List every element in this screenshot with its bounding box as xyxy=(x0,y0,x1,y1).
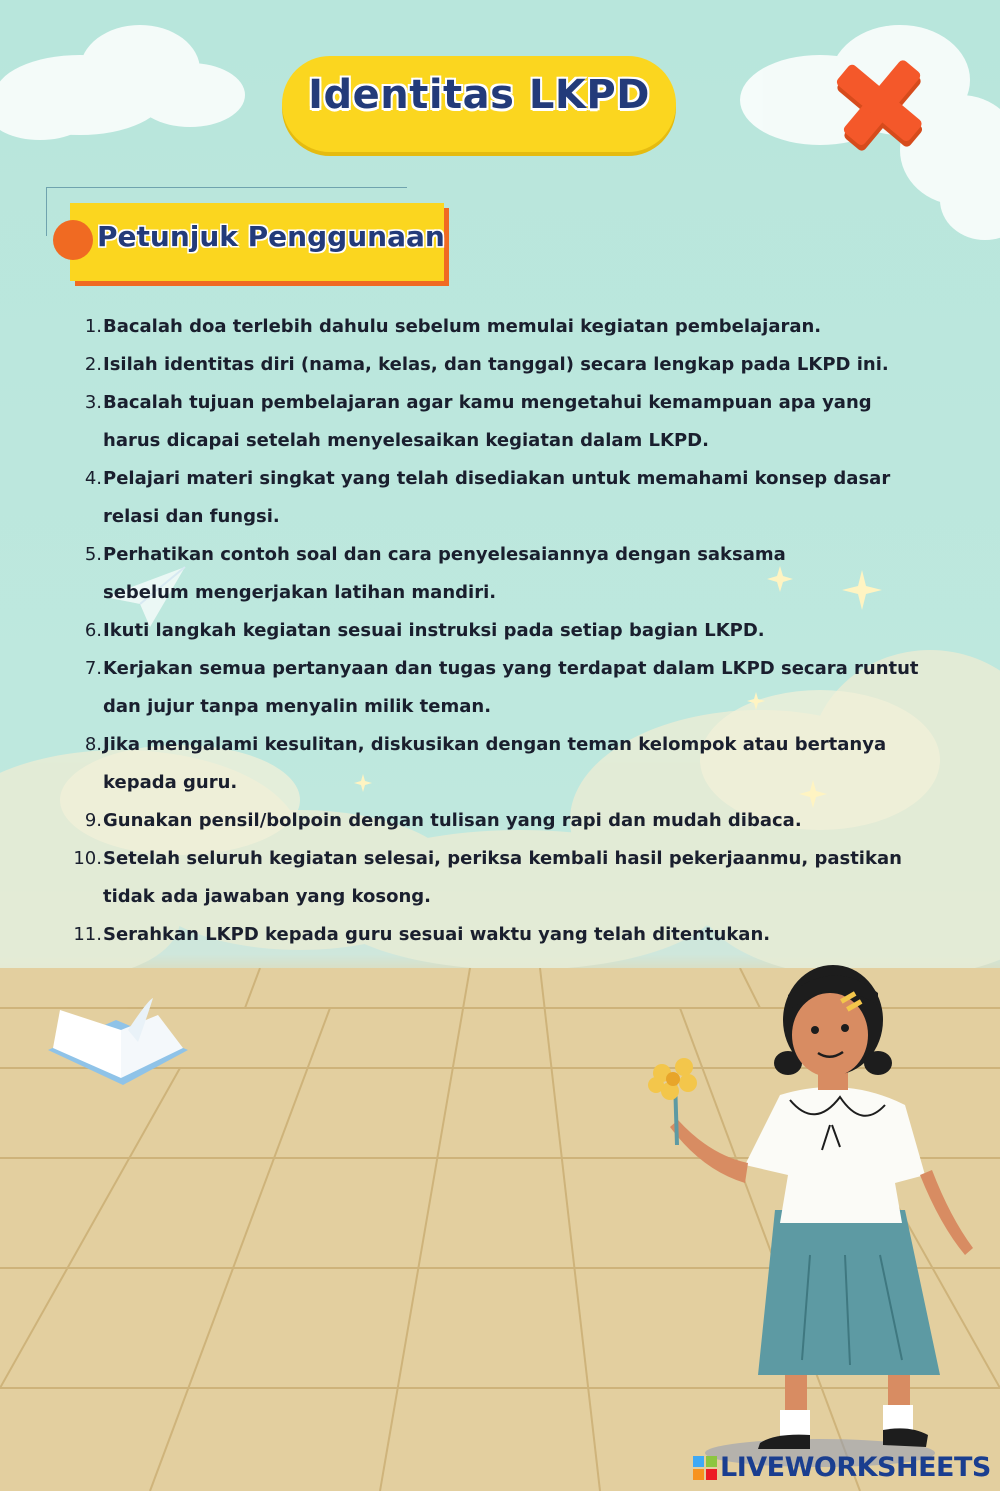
step-number: 2. xyxy=(84,354,102,375)
step-text: Bacalah tujuan pembelajaran agar kamu mengetahui kemampuan apa yang harus dicapai setelah menyelesaikan kegiatan dalam LKPD. xyxy=(103,392,872,451)
girl-with-flower-illustration xyxy=(640,955,980,1475)
open-book-icon xyxy=(38,990,198,1110)
step-number: 3. xyxy=(84,392,102,413)
liveworksheets-logo-icon xyxy=(693,1456,717,1480)
step-number: 1. xyxy=(84,316,102,337)
step-number: 8. xyxy=(84,734,102,755)
step-text: Setelah seluruh kegiatan selesai, periksa kembali hasil pekerjaanmu, pastikan tidak ada jawaban yang kosong. xyxy=(103,848,902,907)
step-number: 6. xyxy=(84,620,102,641)
step-text: Gunakan pensil/bolpoin dengan tulisan yang rapi dan mudah dibaca. xyxy=(103,810,802,831)
list-item xyxy=(0,650,960,726)
list-item xyxy=(0,840,960,916)
step-text: Ikuti langkah kegiatan sesuai instruksi pada setiap bagian LKPD. xyxy=(103,620,765,641)
list-item xyxy=(0,460,960,536)
step-text: Bacalah doa terlebih dahulu sebelum memulai kegiatan pembelajaran. xyxy=(103,316,822,337)
liveworksheets-brand[interactable]: LIVEWORKSHEETS xyxy=(720,1452,991,1483)
step-number: 10. xyxy=(73,848,102,869)
list-item xyxy=(0,612,960,650)
step-number: 7. xyxy=(84,658,102,679)
step-number: 11. xyxy=(73,924,102,945)
plus-icon xyxy=(826,52,936,162)
step-number: 5. xyxy=(84,544,102,565)
list-item xyxy=(0,916,960,954)
step-text: Kerjakan semua pertanyaan dan tugas yang terdapat dalam LKPD secara runtut dan jujur tanpa menyalin milik teman. xyxy=(103,658,919,717)
step-text: Serahkan LKPD kepada guru sesuai waktu yang telah ditentukan. xyxy=(103,924,771,945)
list-item xyxy=(0,346,960,384)
step-number: 9. xyxy=(84,810,102,831)
list-item xyxy=(0,726,960,802)
step-text: Isilah identitas diri (nama, kelas, dan tanggal) secara lengkap pada LKPD ini. xyxy=(103,354,889,375)
list-item xyxy=(0,384,960,460)
step-text: Perhatikan contoh soal dan cara penyelesaiannya dengan saksama sebelum mengerjakan latihan mandiri. xyxy=(103,544,786,603)
section-title: Petunjuk Penggunaan xyxy=(97,220,445,253)
list-item xyxy=(0,536,960,612)
step-text: Jika mengalami kesulitan, diskusikan dengan teman kelompok atau bertanya kepada guru. xyxy=(103,734,887,793)
step-number: 4. xyxy=(84,468,102,489)
page-title: Identitas LKPD xyxy=(308,72,650,118)
step-text: Pelajari materi singkat yang telah disediakan untuk memahami konsep dasar relasi dan fungsi. xyxy=(103,468,891,527)
list-item xyxy=(0,802,960,840)
list-item xyxy=(0,308,960,346)
instruction-list xyxy=(0,308,960,954)
banner-dot xyxy=(53,220,93,260)
